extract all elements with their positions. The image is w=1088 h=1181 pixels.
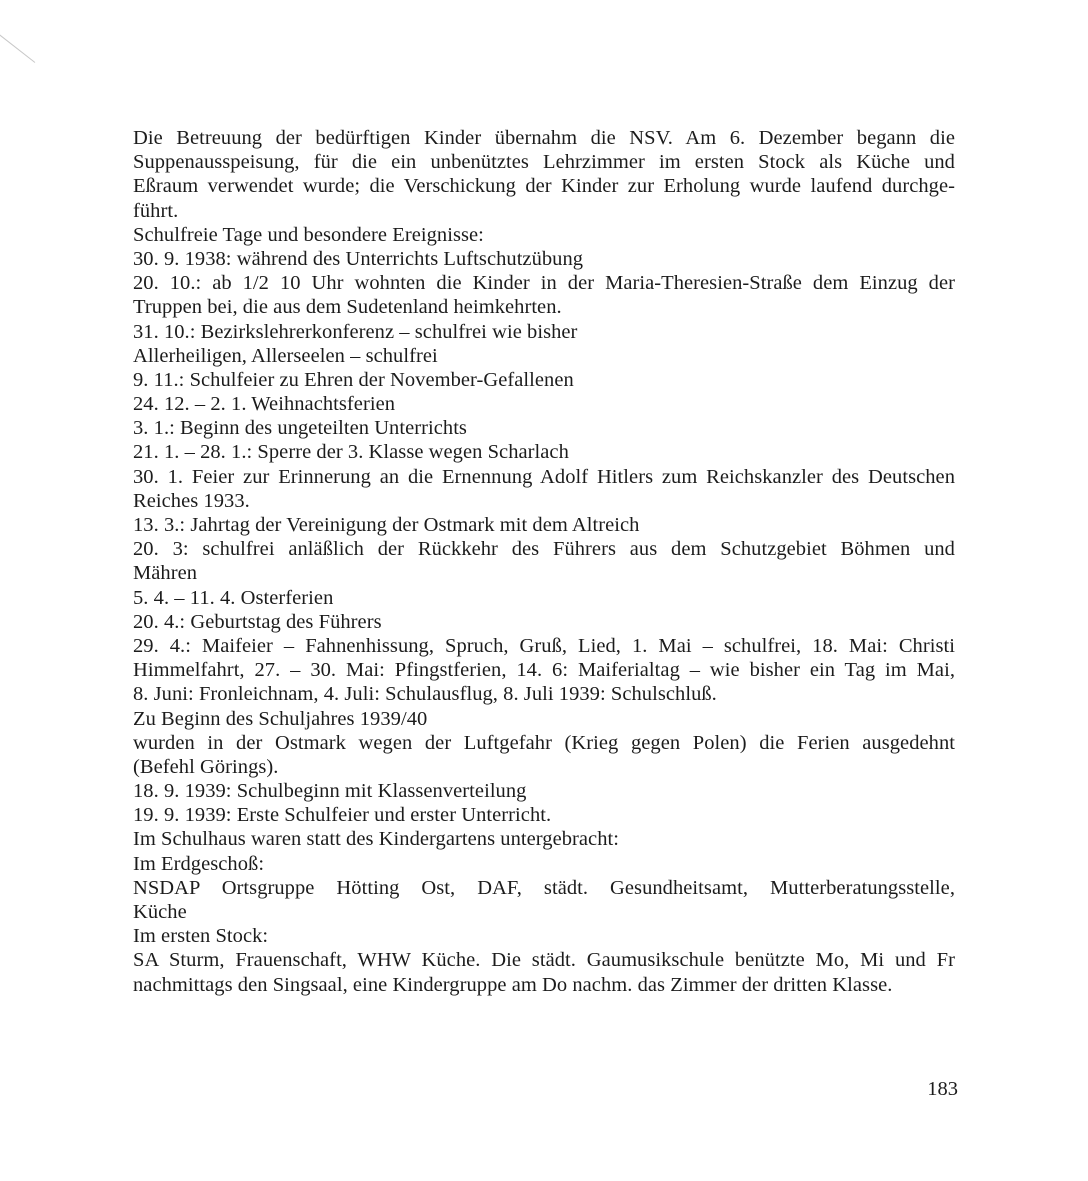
text-line: Küche (133, 901, 187, 923)
text-line: SA Sturm, Frauenschaft, WHW Küche. Die städt. Gaumusikschule benützte Mo, Mi und Fr (133, 949, 955, 972)
text-line: 9. 11.: Schulfeier zu Ehren der November-Gefallenen (133, 368, 574, 391)
text-line: (Befehl Görings). (133, 755, 279, 778)
scan-corner-mark (0, 0, 40, 70)
text-line: 18. 9. 1939: Schulbeginn mit Klassenverteilung (133, 780, 527, 803)
text-line: 13. 3.: Jahrtag der Vereinigung der Ostmark mit dem Altreich (133, 514, 640, 536)
text-line: Himmelfahrt, 27. – 30. Mai: Pfingstferien, 14. 6: Maiferialtag – wie bisher ein Tag im Mai, (133, 659, 955, 682)
text-line: Im Schulhaus waren statt des Kindergartens untergebracht: (133, 828, 619, 851)
text-line: 30. 1. Feier zur Erinnerung an die Ernennung Adolf Hitlers zum Reichskanzler des Deutschen (133, 465, 955, 488)
text-line: wurden in der Ostmark wegen der Luftgefahr (Krieg gegen Polen) die Ferien ausgedehnt (133, 731, 955, 754)
text-line: führt. (133, 199, 179, 222)
text-line: Suppenausspeisung, für die ein unbenütztes Lehrzimmer im ersten Stock als Küche und (133, 151, 955, 174)
text-line: Mähren (133, 562, 198, 585)
text-line: 24. 12. – 2. 1. Weihnachtsferien (133, 393, 396, 416)
text-line: Reiches 1933. (133, 489, 250, 512)
text-line: Eßraum verwendet wurde; die Verschickung der Kinder zur Erholung wurde laufend durchge- (133, 175, 955, 198)
text-line: nachmittags den Singsaal, eine Kindergruppe am Do nachm. das Zimmer der dritten Klasse. (133, 973, 893, 996)
text-line: 8. Juni: Fronleichnam, 4. Juli: Schulausflug, 8. Juli 1939: Schulschluß. (133, 683, 717, 706)
text-line: 20. 10.: ab 1/2 10 Uhr wohnten die Kinder in der Maria-Theresien-Straße dem Einzug der (133, 272, 955, 295)
text-line: Zu Beginn des Schuljahres 1939/40 (133, 707, 428, 730)
text-line: Im Erdgeschoß: (133, 852, 265, 875)
text-line: 19. 9. 1939: Erste Schulfeier und erster Unterricht. (133, 804, 552, 827)
text-line: 20. 3: schulfrei anläßlich der Rückkehr des Führers aus dem Schutzgebiet Böhmen und (133, 538, 955, 561)
body-text (133, 126, 955, 997)
text-line: NSDAP Ortsgruppe Hötting Ost, DAF, städt. Gesundheitsamt, Mutterberatungsstelle, (133, 876, 955, 899)
text-line: 21. 1. – 28. 1.: Sperre der 3. Klasse wegen Scharlach (133, 441, 569, 464)
text-line: 3. 1.: Beginn des ungeteilten Unterrichts (133, 417, 467, 440)
text-line: 5. 4. – 11. 4. Osterferien (133, 586, 334, 609)
text-line: Im ersten Stock: (133, 925, 269, 948)
text-line: 29. 4.: Maifeier – Fahnenhissung, Spruch, Gruß, Lied, 1. Mai – schulfrei, 18. Mai: Christi (133, 634, 955, 657)
text-line: Allerheiligen, Allerseelen – schulfrei (133, 344, 438, 367)
text-line: Schulfreie Tage und besondere Ereignisse: (133, 223, 484, 246)
text-line: 30. 9. 1938: während des Unterrichts Luftschutzübung (133, 247, 584, 270)
page-number: 183 (927, 1078, 958, 1100)
text-line: Truppen bei, die aus dem Sudetenland heimkehrten. (133, 296, 562, 319)
text-line: 31. 10.: Bezirkslehrerkonferenz – schulfrei wie bisher (133, 320, 578, 343)
text-line: 20. 4.: Geburtstag des Führers (133, 610, 382, 633)
text-line: Die Betreuung der bedürftigen Kinder übernahm die NSV. Am 6. Dezember begann die (133, 127, 955, 149)
